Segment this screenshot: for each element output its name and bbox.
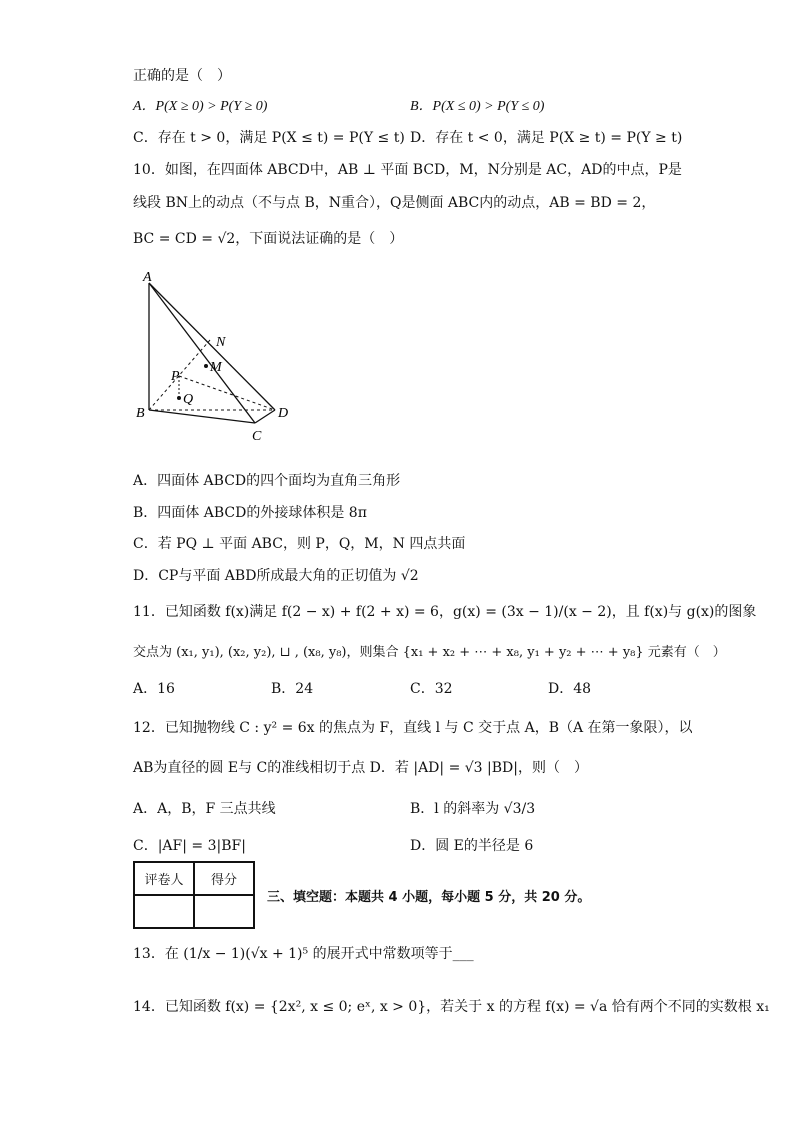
- q11-option-c: C．32: [410, 681, 453, 697]
- q10-stem-line3: BC = CD = √2，下面说法证确的是（ ）: [133, 231, 404, 247]
- label-p: P: [171, 369, 180, 384]
- q9-option-a: A．P(X ≥ 0) > P(Y ≥ 0): [133, 99, 268, 114]
- q11-option-a: A．16: [133, 681, 175, 697]
- point-q: [177, 396, 181, 400]
- edge-ac: [149, 283, 255, 423]
- label-m: M: [210, 360, 222, 375]
- q12-option-a: A．A，B，F 三点共线: [133, 801, 276, 817]
- segment-pd: [179, 376, 275, 410]
- edge-bc: [149, 410, 255, 423]
- label-c: C: [252, 429, 262, 444]
- q11-option-b: B．24: [271, 681, 314, 697]
- q9-option-d: D．存在 t < 0，满足 P(X ≥ t) = P(Y ≥ t): [410, 130, 683, 146]
- q12-stem-line2: AB为直径的圆 E与 C的准线相切于点 D．若 |AD| = √3 |BD|，则（ ）: [133, 760, 588, 776]
- q12-option-c: C．|AF| = 3|BF|: [133, 838, 246, 854]
- edge-ad: [149, 283, 275, 410]
- score-table: [133, 861, 255, 929]
- label-d: D: [278, 406, 289, 421]
- q10-option-b: B．四面体 ABCD的外接球体积是 8π: [133, 505, 367, 521]
- q10-option-c: C．若 PQ ⊥ 平面 ABC，则 P，Q，M，N 四点共面: [133, 536, 466, 552]
- q12-option-d: D．圆 E的半径是 6: [410, 838, 534, 854]
- q9-stem-end: 正确的是（ ）: [133, 68, 231, 84]
- q12-stem-line1: 12．已知抛物线 C : y² = 6x 的焦点为 F，直线 l 与 C 交于点 A，B（A 在第一象限），以: [133, 720, 693, 736]
- q12-option-b: B．l 的斜率为 √3/3: [410, 801, 536, 817]
- point-m: [204, 364, 208, 368]
- q10-option-d: D．CP与平面 ABD所成最大角的正切值为 √2: [133, 568, 419, 584]
- q13-stem: 13．在 (1/x − 1)(√x + 1)⁵ 的展开式中常数项等于___: [133, 946, 474, 962]
- q9-option-c: C．存在 t > 0，满足 P(X ≤ t) = P(Y ≤ t): [133, 130, 405, 146]
- label-n: N: [216, 335, 226, 350]
- q14-stem: 14．已知函数 f(x) = {2x², x ≤ 0; eˣ, x > 0}，若关于 x 的方程 f(x) = √a 恰有两个不同的实数根 x₁: [133, 999, 770, 1015]
- q11-option-d: D．48: [548, 681, 592, 697]
- label-b: B: [136, 406, 145, 421]
- label-a: A: [143, 270, 152, 285]
- reviewer-header: 评卷人: [134, 862, 194, 895]
- q9-option-b: B．P(X ≤ 0) > P(Y ≤ 0): [410, 99, 545, 114]
- score-cell: [194, 895, 254, 928]
- q11-stem-line1: 11．已知函数 f(x)满足 f(2 − x) + f(2 + x) = 6，g(x) = (3x − 1)/(x − 2)，且 f(x)与 g(x)的图象: [133, 604, 757, 620]
- q10-stem-line2: 线段 BN上的动点（不与点 B，N重合），Q是侧面 ABC内的动点，AB = BD = 2，: [133, 195, 656, 211]
- score-header: 得分: [194, 862, 254, 895]
- tetrahedron-figure: [130, 265, 300, 460]
- q10-stem-line1: 10．如图，在四面体 ABCD中，AB ⊥ 平面 BCD，M，N分别是 AC，AD的中点，P是: [133, 162, 682, 178]
- edge-cd: [255, 410, 275, 423]
- section-heading: 三、填空题：本题共 4 小题，每小题 5 分，共 20 分。: [267, 890, 591, 905]
- q11-stem-line2: 交点为 (x₁, y₁), (x₂, y₂), ⊔ , (x₈, y₈)，则集合 {x₁ + x₂ + ⋯ + x₈, y₁ + y₂ + ⋯ + y₈} 元素有（ ）: [133, 645, 726, 660]
- label-q: Q: [183, 392, 194, 407]
- q10-option-a: A．四面体 ABCD的四个面均为直角三角形: [133, 473, 401, 489]
- reviewer-cell: [134, 895, 194, 928]
